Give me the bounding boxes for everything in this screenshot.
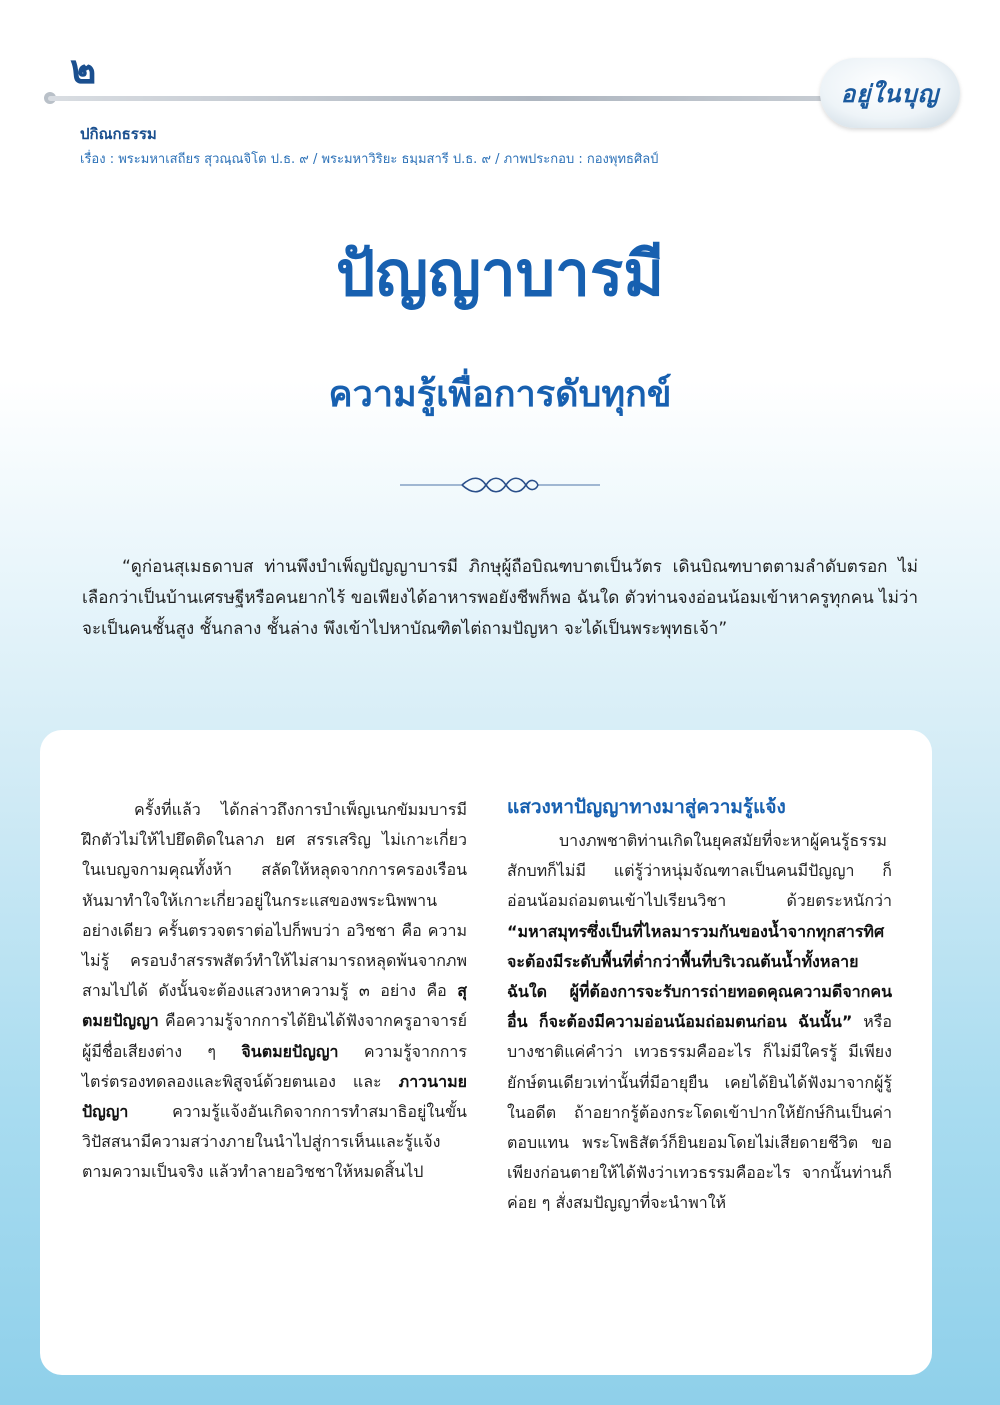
- article-title: ปัญญาบารมี: [335, 237, 665, 310]
- section-label: ปกิณกธรรม: [80, 125, 157, 143]
- section-heading: แสวงหาปัญญาทางมาสู่ความรู้แจ้ง: [507, 796, 786, 818]
- text-run: คือความรู้จากการได้ยินได้ฟังจากครูอาจารย์ผู้มีชื่อเสียงต่าง ๆ: [82, 1011, 467, 1061]
- right-paragraph: [507, 826, 892, 1219]
- term-sutamaya: สุตมยปัญญา: [82, 981, 467, 1031]
- logo-text: อยู่ในบุญ: [840, 79, 940, 108]
- page-number: ๒: [70, 47, 97, 93]
- term-cintamaya: จินตมยปัญญา: [241, 1041, 339, 1061]
- divider-ornament-icon: [400, 472, 600, 498]
- text-run: ครั้งที่แล้ว ได้กล่าวถึงการบำเพ็ญเนกขัมมบารมี ฝึกตัวไม่ให้ไปยึดติดในลาภ ยศ สรรเสริญ ไม่เกาะเกี่ยวในเบญจกามคุณทั้งห้า สลัดให้หลุดจากการครองเรือน หันมาทำใจให้เกาะเกี่ยวอยู่ในกระแสของพระนิพพานอย่างเดียว ครั้นตรวจตราต่อไปก็พบว่า อวิชชา คือ ความไม่รู้ ครอบงำสรรพสัตว์ทำให้ไม่สามารถหลุดพ้นจากภพสามไปได้ ดังนั้นจะต้องแสวงหาความรู้ ๓ อย่าง คือ: [82, 800, 467, 1001]
- magazine-logo: [820, 58, 960, 128]
- article-credits: เรื่อง : พระมหาเสถียร สุวณฺณจิโต ป.ธ. ๙ / พระมหาวิริยะ ธมฺมสารี ป.ธ. ๙ / ภาพประกอบ : กองพุทธศิลป์: [80, 152, 659, 167]
- left-column: [82, 795, 467, 1188]
- article-subtitle: ความรู้เพื่อการดับทุกข์: [328, 374, 672, 415]
- term-bhavanamaya: ภาวนามยปัญญา: [82, 1071, 467, 1122]
- header-rule: [48, 96, 858, 101]
- emphasized-quote: “มหาสมุทรซึ่งเป็นที่ไหลมารวมกันของน้ำจากทุกสารทิศ จะต้องมีระดับพื้นที่ต่ำกว่าพื้นที่บริเวณต้นน้ำทั้งหลาย ฉันใด ผู้ที่ต้องการจะรับการถ่ายทอดคุณความดีจากคนอื่น ก็จะต้องมีความอ่อนน้อมถ่อมตนก่อน ฉันนั้น”: [507, 921, 892, 1032]
- text-run: ความรู้จากการไตร่ตรองทดลองและพิสูจน์ด้วยตนเอง และ: [82, 1041, 467, 1091]
- opening-quote: “ดูก่อนสุเมธดาบส ท่านพึงบำเพ็ญปัญญาบารมี ภิกษุผู้ถือบิณฑบาตเป็นวัตร เดินบิณฑบาตตามลำดับตรอก ไม่เลือกว่าเป็นบ้านเศรษฐีหรือคนยากไร้ ขอเพียงได้อาหารพอยังชีพก็พอ ฉันใด ตัวท่านจงอ่อนน้อมเข้าหาครูทุกคน ไม่ว่าจะเป็นคนชั้นสูง ชั้นกลาง ชั้นล่าง พึงเข้าไปหาบัณฑิตไต่ถามปัญหา จะได้เป็นพระพุทธเจ้า”: [82, 557, 918, 639]
- text-run: บางภพชาติท่านเกิดในยุคสมัยที่จะหาผู้คนรู้ธรรมสักบทก็ไม่มี แต่รู้ว่าหนุ่มจัณฑาลเป็นคนมีปัญญา ก็อ่อนน้อมถ่อมตนเข้าไปเรียนวิชา ด้วยตระหนักว่า: [507, 831, 892, 911]
- left-paragraph: [82, 795, 467, 1188]
- text-run: ความรู้แจ้งอันเกิดจากการทำสมาธิอยู่ในขั้นวิปัสสนามีความสว่างภายในนำไปสู่การเห็นและรู้แจ้งตามความเป็นจริง แล้วทำลายอวิชชาให้หมดสิ้นไป: [82, 1102, 467, 1182]
- text-run: หรือบางชาติแค่คำว่า เทวธรรมคืออะไร ก็ไม่มีใครรู้ มีเพียงยักษ์ตนเดียวเท่านั้นที่มีอายุยืน เคยได้ยินได้ฟังมาจากผู้รู้ในอดีต ถ้าอยากรู้ต้องกระโดดเข้าปากให้ยักษ์กินเป็นค่าตอบแทน พระโพธิสัตว์ก็ยินยอมโดยไม่เสียดายชีวิต ขอเพียงก่อนตายให้ได้ฟังว่าเทวธรรมคืออะไร จากนั้นท่านก็ค่อย ๆ สั่งสมปัญญาที่จะนำพาให้: [507, 1012, 892, 1213]
- right-column: [507, 826, 892, 1219]
